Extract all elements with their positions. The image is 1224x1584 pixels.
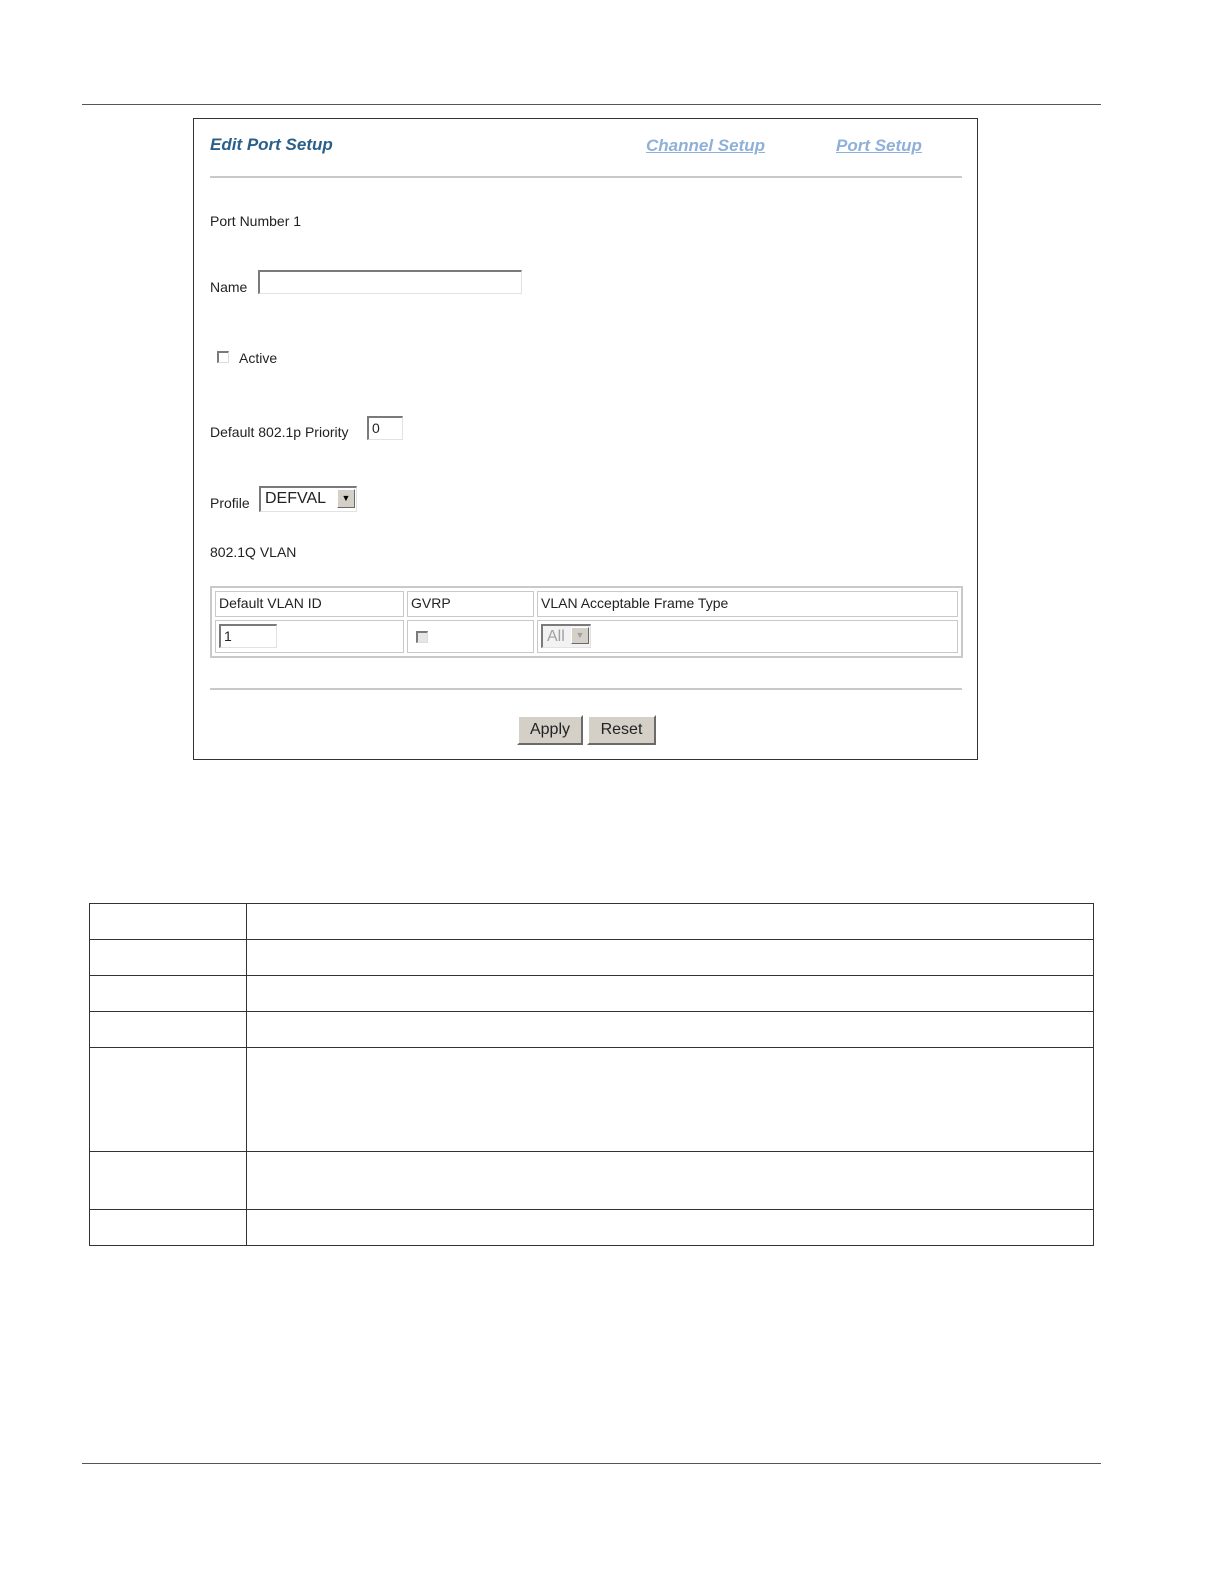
vlan-header-default-id: Default VLAN ID <box>215 591 404 617</box>
active-label: Active <box>239 350 278 366</box>
footer-rule <box>82 1463 1101 1464</box>
label-cell <box>90 1152 247 1210</box>
table-row <box>90 904 1094 940</box>
channel-setup-link[interactable]: Channel Setup <box>646 136 766 155</box>
label-cell <box>90 1210 247 1246</box>
active-checkbox[interactable] <box>217 351 229 363</box>
profile-selected-value: DEFVAL <box>265 490 327 507</box>
vlan-cell-default-id <box>215 620 404 653</box>
header-rule <box>82 104 1101 105</box>
frame-type-select[interactable] <box>541 624 591 648</box>
description-cell <box>247 1048 1094 1152</box>
label-cell <box>90 940 247 976</box>
vlan-cell-gvrp <box>407 620 534 653</box>
default-priority-label: Default 802.1p Priority <box>210 424 349 440</box>
apply-button[interactable]: Apply <box>517 715 583 745</box>
reset-button[interactable]: Reset <box>587 715 656 745</box>
default-priority-input[interactable]: 0 <box>367 416 403 440</box>
title-separator <box>210 176 962 178</box>
label-cell <box>90 1012 247 1048</box>
table-row <box>90 1012 1094 1048</box>
description-cell <box>247 1210 1094 1246</box>
edit-port-setup-screen <box>193 118 978 760</box>
default-vlan-id-input[interactable]: 1 <box>219 624 277 648</box>
vlan-header-frame-type: VLAN Acceptable Frame Type <box>537 591 958 617</box>
page-title: Edit Port Setup <box>210 135 333 154</box>
chevron-down-icon: ▼ <box>571 627 589 644</box>
description-cell <box>247 1152 1094 1210</box>
port-setup-link[interactable]: Port Setup <box>836 136 922 155</box>
table-row <box>90 976 1094 1012</box>
label-cell <box>90 976 247 1012</box>
name-label: Name <box>210 279 248 295</box>
name-input[interactable] <box>258 270 522 294</box>
description-cell <box>247 940 1094 976</box>
vlan-cell-frame-type <box>537 620 958 653</box>
label-cell <box>90 904 247 940</box>
description-cell <box>247 1012 1094 1048</box>
table-row <box>90 1152 1094 1210</box>
table-row <box>90 940 1094 976</box>
table-row <box>90 1210 1094 1246</box>
chevron-down-icon: ▼ <box>337 489 355 508</box>
profile-select[interactable] <box>259 486 357 512</box>
buttons-separator <box>210 688 962 690</box>
vlan-section-label: 802.1Q VLAN <box>210 544 297 560</box>
gvrp-checkbox[interactable] <box>416 631 428 643</box>
label-cell <box>90 1048 247 1152</box>
description-cell <box>247 904 1094 940</box>
table-row <box>90 1048 1094 1152</box>
description-cell <box>247 976 1094 1012</box>
vlan-table <box>210 586 963 658</box>
description-table <box>89 903 1094 1246</box>
frame-type-selected-value: All <box>547 628 565 645</box>
profile-label: Profile <box>210 495 250 511</box>
port-number-label: Port Number 1 <box>210 213 302 229</box>
vlan-header-gvrp: GVRP <box>407 591 534 617</box>
